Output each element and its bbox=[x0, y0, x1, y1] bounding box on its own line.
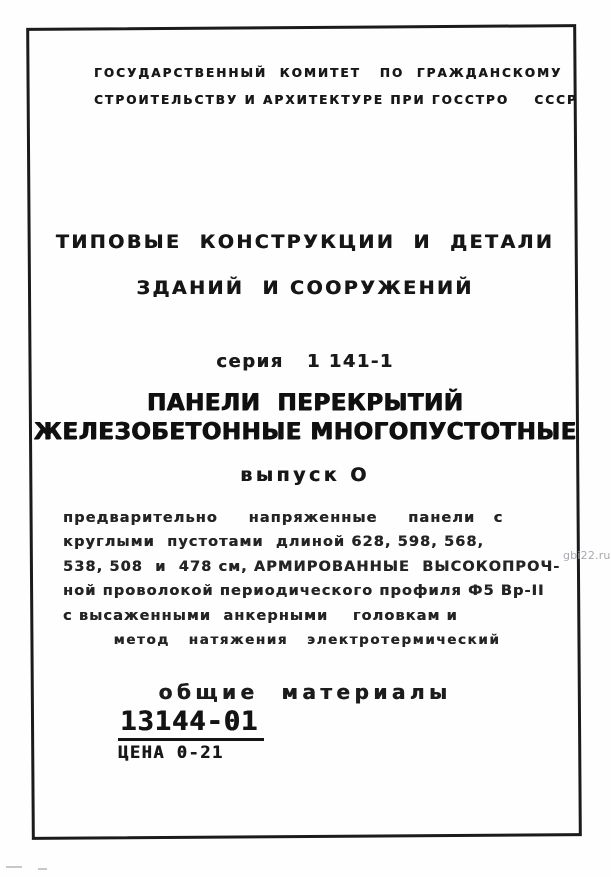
price-label: ЦЕНА 0-21 bbox=[118, 743, 224, 763]
description-line: с высаженными анкерными головкам и bbox=[63, 607, 458, 624]
description-line: метод натяжения электротермический bbox=[113, 632, 501, 649]
subject-title-line-1: ПАНЕЛИ ПЕРЕКРЫТИЙ bbox=[146, 390, 464, 416]
section-title: общие материалы bbox=[158, 680, 452, 704]
subject-title-line-2: ЖЕЛЕЗОБЕТОННЫЕ МНОГОПУСТОТНЫЕ bbox=[33, 419, 577, 445]
organization-header bbox=[94, 60, 578, 114]
document-code-block bbox=[118, 706, 264, 763]
description-line: предварительно напряженные панели с bbox=[63, 510, 504, 526]
description-paragraph bbox=[63, 506, 561, 652]
issue-number: выпуск О bbox=[240, 464, 370, 486]
description-line: 538, 508 и 478 см, АРМИРОВАННЫЕ ВЫСОКОПРОЧ- bbox=[63, 558, 561, 575]
series-number: серия 1 141-1 bbox=[216, 351, 394, 372]
description-line: круглыми пустотами длиной 628, 598, 568, bbox=[63, 534, 485, 551]
document-title-line-1: ТИПОВЫЕ КОНСТРУКЦИИ И ДЕТАЛИ bbox=[55, 231, 555, 253]
site-watermark: gbi22.ru bbox=[563, 549, 611, 562]
document-title-line-2: ЗДАНИЙ И СООРУЖЕНИЙ bbox=[136, 277, 474, 299]
document-code: 13144-01 bbox=[118, 706, 264, 741]
description-line: ной проволокой периодического профиля Ф5 Вр-II bbox=[63, 583, 545, 600]
scan-artifact-speck bbox=[38, 868, 47, 870]
organization-line-2: СТРОИТЕЛЬСТВУ И АРХИТЕКТУРЕ ПРИ ГОССТРО СССР bbox=[94, 93, 578, 107]
organization-line-1: ГОСУДАРСТВЕННЫЙ КОМИТЕТ ПО ГРАЖДАНСКОМУ bbox=[94, 66, 563, 80]
scan-artifact-speck bbox=[6, 866, 22, 868]
